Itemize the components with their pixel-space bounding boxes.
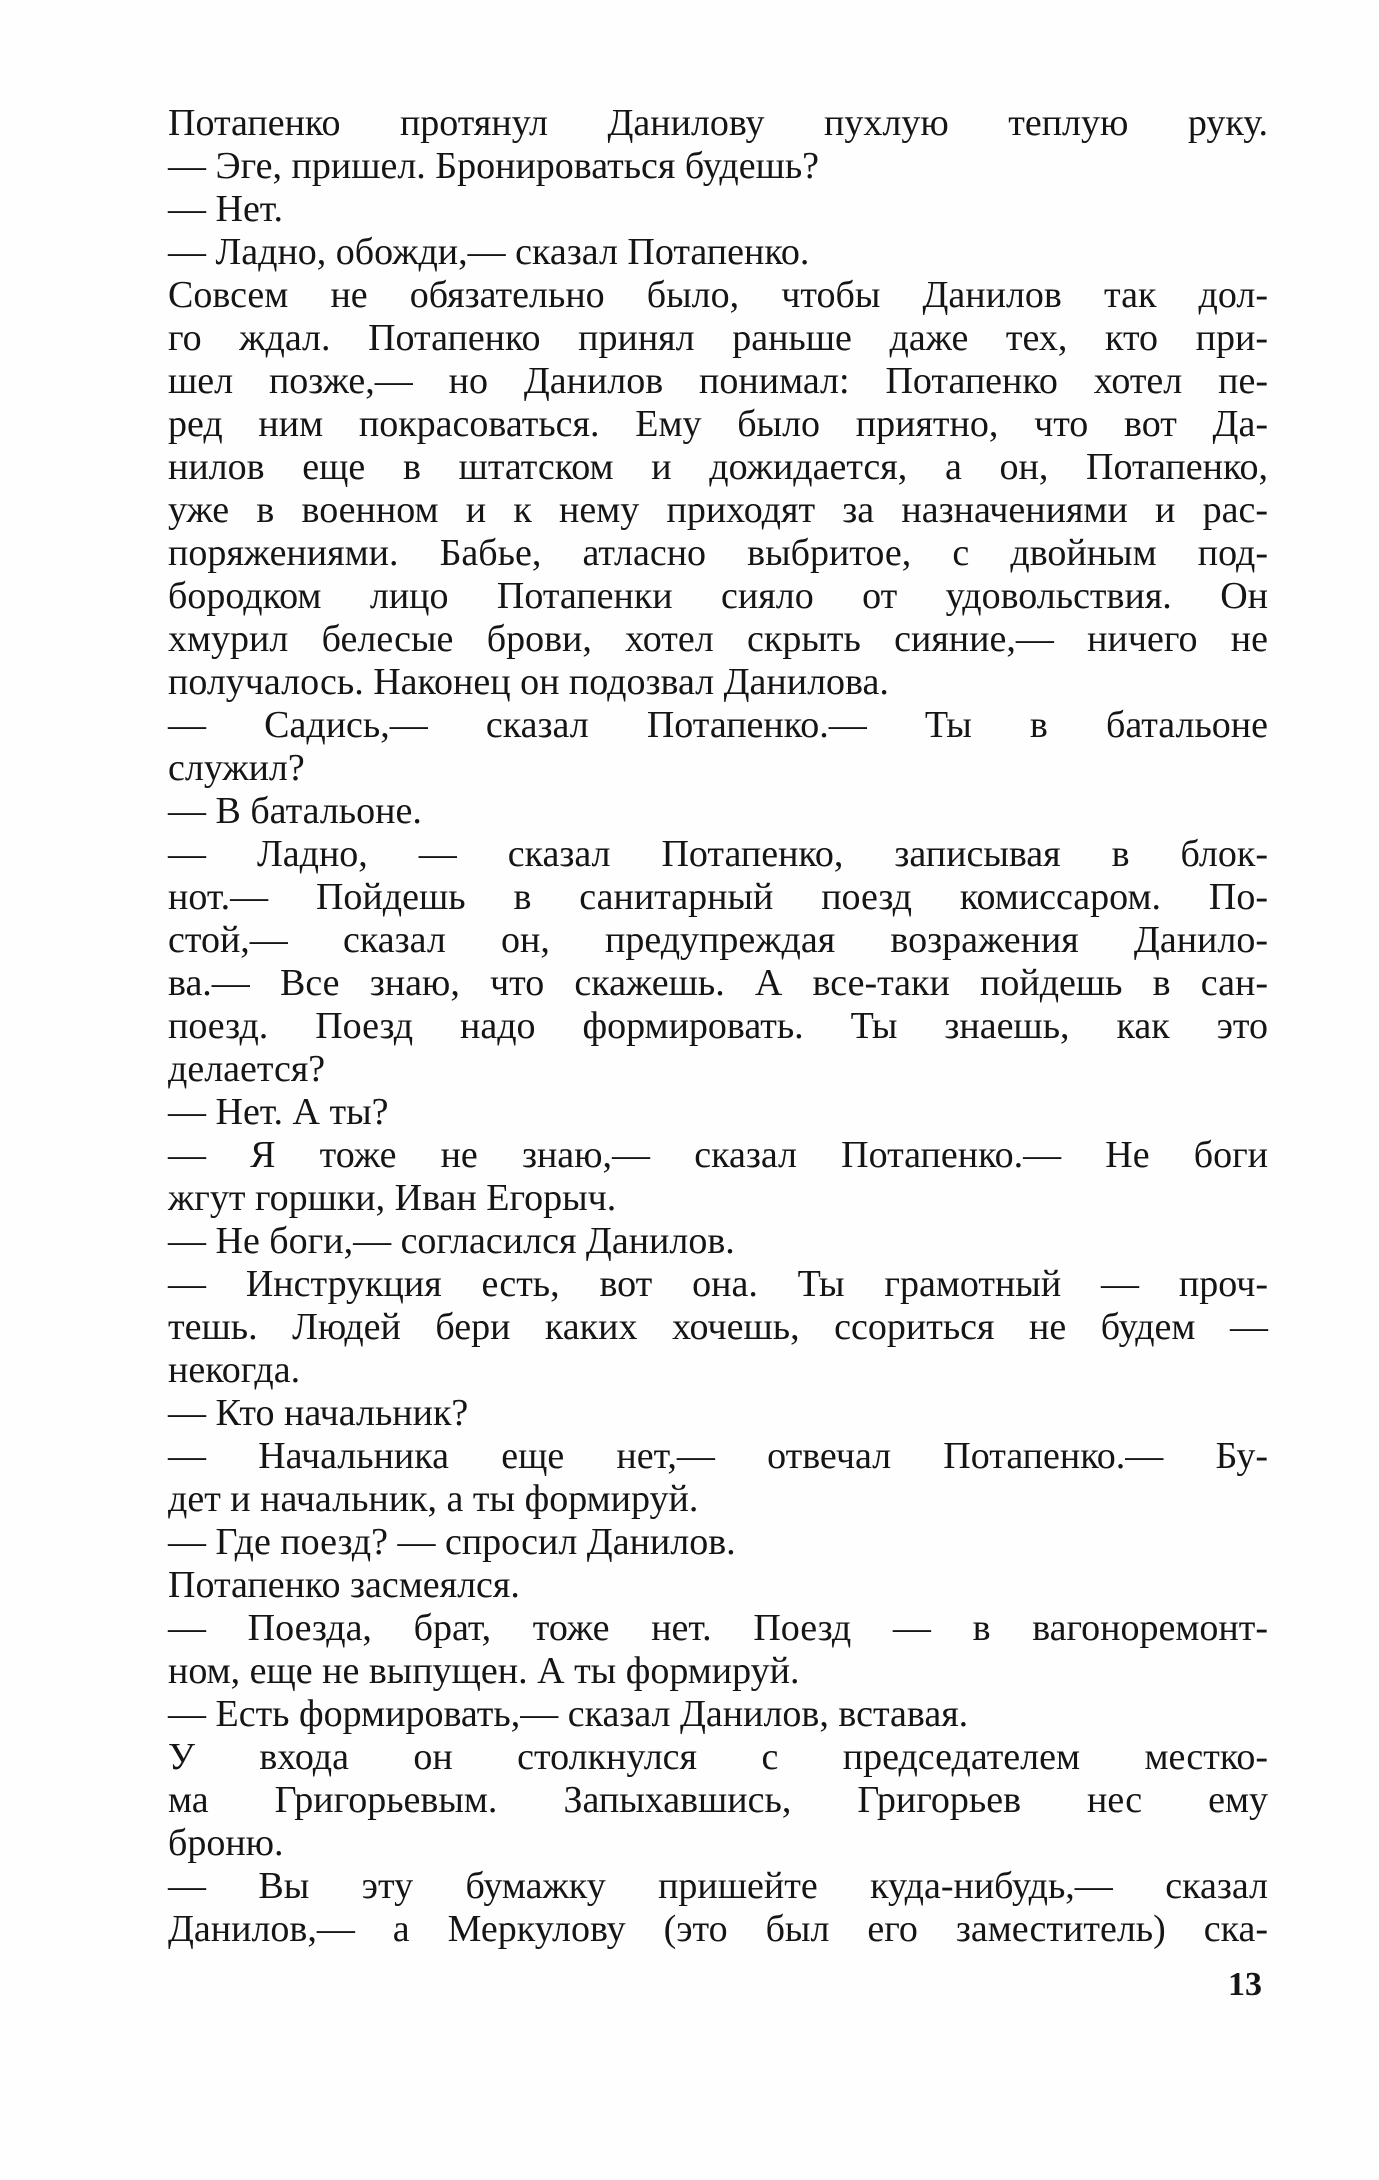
text-line: ва.— Все знаю, что скажешь. А все-таки пойдешь в сан- [168,962,1268,1004]
text-line: — Инструкция есть, вот она. Ты грамотный — проч- [168,1263,1268,1305]
text-line: тешь. Людей бери каких хочешь, ссориться не будем — [168,1306,1268,1348]
text-line: — Эге, пришел. Бронироваться будешь? [168,145,820,187]
text-line: — Поезда, брат, тоже нет. Поезд — в вагоноремонт- [168,1607,1268,1649]
text-line: — Садись,— сказал Потапенко.— Ты в батальоне [168,704,1268,746]
text-line: У входа он столкнулся с председателем местко- [168,1736,1268,1778]
text-line: Данилов,— а Меркулову (это был его заместитель) ска- [168,1908,1268,1950]
text-line: ма Григорьевым. Запыхавшись, Григорьев нес ему [168,1779,1268,1821]
text-line: го ждал. Потапенко принял раньше даже тех, кто при- [168,317,1268,359]
text-line: Совсем не обязательно было, чтобы Данилов так дол- [168,274,1268,316]
text-line: жгут горшки, Иван Егорыч. [168,1177,617,1219]
text-line: — Кто начальник? [168,1392,469,1434]
text-line: поезд. Поезд надо формировать. Ты знаешь, как это [168,1005,1268,1047]
text-line: некогда. [168,1349,301,1391]
text-line: — Нет. А ты? [168,1091,389,1133]
page-number: 13 [1228,1966,1262,2003]
text-line: служил? [168,747,305,789]
text-line: — В батальоне. [168,790,422,832]
text-line: — Я тоже не знаю,— сказал Потапенко.— Не боги [168,1134,1268,1176]
text-line: стой,— сказал он, предупреждая возражения Данило- [168,919,1268,961]
text-line: броню. [168,1822,284,1864]
text-line: Потапенко протянул Данилову пухлую теплую руку. [168,102,1268,144]
text-line: — Начальника еще нет,— отвечал Потапенко.— Бу- [168,1435,1268,1477]
text-line: ред ним покрасоваться. Ему было приятно, что вот Да- [168,403,1268,445]
text-line: бородком лицо Потапенки сияло от удовольствия. Он [168,575,1268,617]
text-line: Потапенко засмеялся. [168,1564,520,1606]
text-line: дет и начальник, а ты формируй. [168,1478,699,1520]
text-line: уже в военном и к нему приходят за назначениями и рас- [168,489,1268,531]
text-line: шел позже,— но Данилов понимал: Потапенко хотел пе- [168,360,1268,402]
text-line: делается? [168,1048,326,1090]
text-line: — Нет. [168,188,284,230]
text-line: нот.— Пойдешь в санитарный поезд комиссаром. По- [168,876,1268,918]
text-line: — Где поезд? — спросил Данилов. [168,1521,736,1563]
text-line: — Есть формировать,— сказал Данилов, вставая. [168,1693,969,1735]
text-line: хмурил белесые брови, хотел скрыть сияние,— ничего не [168,618,1268,660]
text-line: — Вы эту бумажку пришейте куда-нибудь,— сказал [168,1865,1268,1907]
text-line: нилов еще в штатском и дожидается, а он, Потапенко, [168,446,1268,488]
text-line: получалось. Наконец он подозвал Данилова. [168,661,889,703]
text-line: ном, еще не выпущен. А ты формируй. [168,1650,800,1692]
text-line: поряжениями. Бабье, атласно выбритое, с двойным под- [168,532,1268,574]
text-line: — Не боги,— согласился Данилов. [168,1220,735,1262]
text-line: — Ладно, — сказал Потапенко, записывая в блок- [168,833,1268,875]
text-line: — Ладно, обожди,— сказал Потапенко. [168,231,810,273]
